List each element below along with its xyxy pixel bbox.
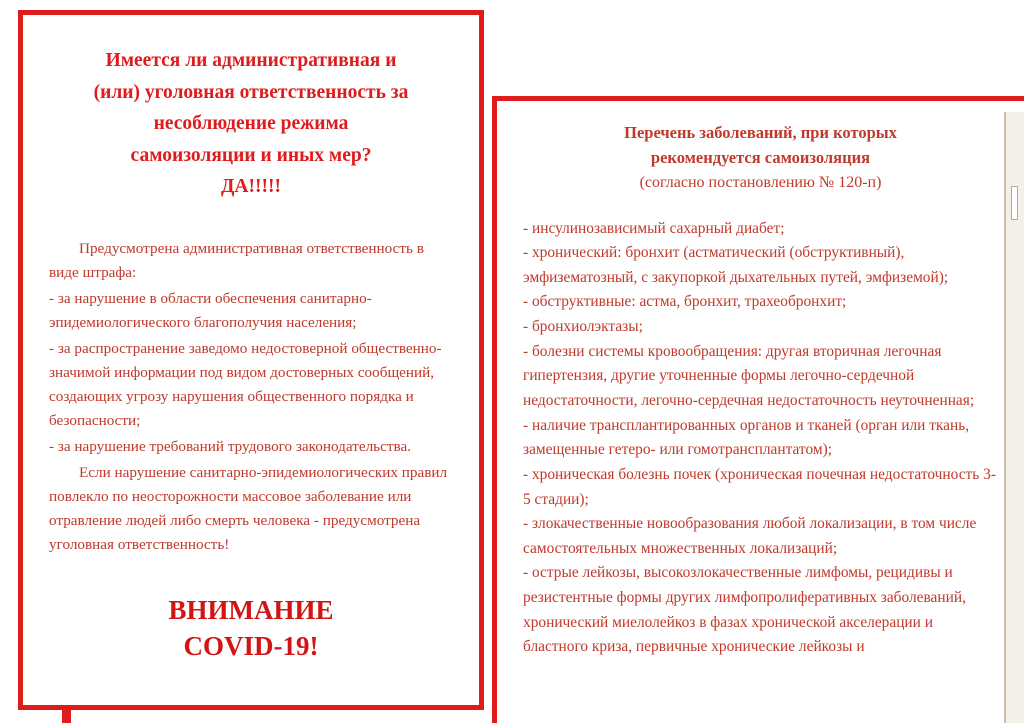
disease-list — [523, 217, 998, 661]
list-item: - обструктивные: астма, бронхит, трахеобронхит; — [523, 293, 847, 311]
left-title-line-5: ДА!!!!! — [221, 176, 281, 198]
left-paragraph-4: - за нарушение требований трудового законодательства. — [49, 438, 411, 456]
left-info-panel — [18, 10, 484, 710]
left-paragraph-5: Если нарушение санитарно-эпидемиологических правил повлекло по неосторожности массовое заболевание или отравление людей либо смерть человека - предусмотрена уголовная ответственность! — [49, 464, 448, 554]
attention-line-2: COVID-19! — [183, 630, 319, 661]
list-item: - болезни системы кровообращения: другая вторичная легочная гипертензия, другие уточненные формы легочно-сердечной недостаточности, легочно-сердечная недостаточность неуточненная; — [523, 342, 975, 409]
left-title-line-4: самоизоляции и иных мер? — [130, 144, 372, 166]
right-info-panel — [492, 96, 1024, 723]
right-title-line-2: рекомендуется самоизоляция — [650, 147, 871, 167]
list-item: - бронхиолэктазы; — [523, 318, 643, 336]
left-title-line-2: (или) уголовная ответственность за — [93, 81, 409, 103]
left-title-line-1: Имеется ли административная и — [105, 50, 397, 71]
list-item: - хроническая болезнь почек (хроническая почечная недостаточность 3-5 стадии); — [523, 465, 996, 508]
right-panel-content — [497, 101, 1024, 660]
list-item: - острые лейкозы, высокозлокачественные лимфомы, рецидивы и резистентные формы других лимфопролиферативных заболеваний, хронический миелолейкоз в фазах хронической акселерации и бластного криза, первичные хронические лейкозы и — [523, 564, 966, 656]
left-paragraph-1: Предусмотрена административная ответственность в виде штрафа: — [49, 239, 424, 281]
left-paragraph-2: - за нарушение в области обеспечения санитарно-эпидемиологического благополучия населения; — [49, 289, 372, 331]
list-item: - инсулинозависимый сахарный диабет; — [523, 219, 785, 237]
list-item: - злокачественные новообразования любой локализации, в том числе самостоятельных множественных локализаций; — [523, 515, 977, 557]
list-item: - хронический: бронхит (астматический (обструктивный), эмфизематозный, с закупоркой дыхательных путей, эмфиземой); — [523, 244, 949, 286]
attention-heading — [49, 593, 453, 664]
left-panel-body — [49, 237, 453, 557]
left-panel-content — [23, 15, 479, 664]
left-panel-title — [49, 45, 453, 203]
panel-connector-stub — [62, 706, 71, 723]
list-item: - наличие трансплантированных органов и тканей (орган или ткань, замещенные гетеро- или гомотрансплантатом); — [523, 416, 970, 459]
right-panel-title — [523, 121, 998, 195]
right-title-subtitle: (согласно постановлению № 120-п) — [639, 173, 882, 191]
attention-line-1: ВНИМАНИЕ — [168, 595, 334, 626]
left-title-line-3: несоблюдение режима — [153, 113, 349, 135]
right-title-line-1: Перечень заболеваний, при которых — [624, 123, 897, 142]
left-paragraph-3: - за распространение заведомо недостоверной общественно-значимой информации под видом достоверных сообщений, создающих угрозу нарушения общественного порядка и безопасности; — [49, 339, 442, 429]
adjacent-page-mark — [1011, 186, 1018, 220]
